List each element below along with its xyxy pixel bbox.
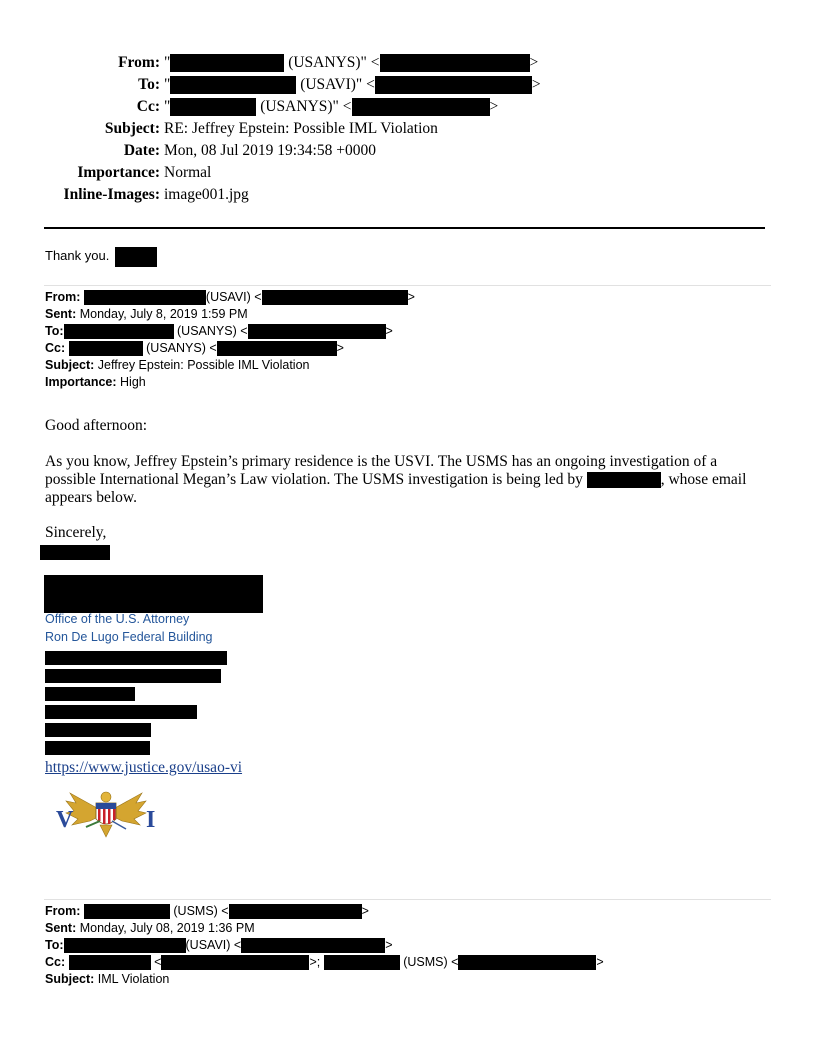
msg1-from-row xyxy=(45,289,415,306)
msg2-sent-row xyxy=(45,920,604,937)
angle-close: > xyxy=(531,76,541,93)
msg1-header xyxy=(45,289,415,391)
redaction xyxy=(458,955,596,970)
redaction xyxy=(587,472,661,488)
msg2-header xyxy=(45,903,604,988)
redaction xyxy=(248,324,386,339)
msg2-subject-label: Subject: xyxy=(45,972,95,986)
msg1-subject-value: Jeffrey Epstein: Possible IML Violation xyxy=(97,358,310,372)
header-date-label: Date: xyxy=(123,142,160,159)
msg1-to-label: To: xyxy=(45,324,64,338)
signature-building: Ron De Lugo Federal Building xyxy=(45,630,213,644)
redaction xyxy=(380,54,530,72)
angle-close: > xyxy=(529,54,539,71)
header-to-org: (USAVI)" < xyxy=(300,76,375,93)
redaction xyxy=(161,955,309,970)
header-date-row xyxy=(0,140,541,162)
svg-text:I: I xyxy=(146,807,156,833)
header-importance-label: Importance: xyxy=(77,164,160,181)
angle-close: > xyxy=(489,98,499,115)
redaction xyxy=(352,98,490,116)
msg1-sent-label: Sent: xyxy=(45,307,77,321)
msg1-paragraph xyxy=(45,453,746,507)
msg2-sent-label: Sent: xyxy=(45,921,77,935)
quote-mark: " xyxy=(164,54,171,71)
msg2-from-org: (USMS) < xyxy=(173,904,229,918)
msg1-to-org: (USANYS) < xyxy=(177,324,248,338)
msg1-from-label: From: xyxy=(45,290,81,304)
angle-close: > xyxy=(385,324,393,338)
msg2-cc-row xyxy=(45,954,604,971)
angle-close: > xyxy=(361,904,369,918)
header-from-label: From: xyxy=(118,54,160,71)
angle-close: > xyxy=(336,341,344,355)
header-divider xyxy=(44,227,765,229)
msg1-greeting: Good afternoon: xyxy=(45,417,148,434)
redaction xyxy=(241,938,385,953)
msg1-importance-label: Importance: xyxy=(45,375,117,389)
signature-website-link[interactable]: https://www.justice.gov/usao-vi xyxy=(45,759,243,776)
header-cc-label: Cc: xyxy=(136,98,160,115)
redaction xyxy=(115,247,157,267)
redaction xyxy=(262,290,408,305)
usvi-flag-logo xyxy=(50,783,162,845)
msg1-closing: Sincerely, xyxy=(45,524,107,541)
header-importance-value: Normal xyxy=(164,164,212,181)
header-to-row xyxy=(0,74,541,96)
msg2-cc-org: (USMS) < xyxy=(403,955,459,969)
header-from-org: (USANYS)" < xyxy=(288,54,380,71)
angle-close: > xyxy=(385,938,393,952)
header-subject-value: RE: Jeffrey Epstein: Possible IML Violation xyxy=(164,120,438,137)
email-header xyxy=(0,52,541,206)
msg1-from-org: (USAVI) < xyxy=(205,290,262,304)
redaction xyxy=(229,904,362,919)
msg1-sent-value: Monday, July 8, 2019 1:59 PM xyxy=(79,307,248,321)
msg1-subject-row xyxy=(45,357,415,374)
msg1-importance-value: High xyxy=(120,375,146,389)
redaction xyxy=(64,938,186,953)
msg2-subject-row xyxy=(45,971,604,988)
reply-line xyxy=(45,246,157,267)
signature-address-redaction xyxy=(45,669,221,683)
msg2-from-row xyxy=(45,903,604,920)
redaction xyxy=(69,955,151,970)
header-inline-images-label: Inline-Images: xyxy=(63,186,160,203)
paragraph-text: , whose email xyxy=(660,471,747,488)
header-date-value: Mon, 08 Jul 2019 19:34:58 +0000 xyxy=(164,142,376,159)
quote-mark: " xyxy=(164,76,171,93)
redaction xyxy=(170,54,284,72)
signature-address-redaction xyxy=(45,687,135,701)
signature-title-redaction xyxy=(44,575,263,613)
signature-name-redaction xyxy=(40,545,110,560)
reply-text: Thank you. xyxy=(45,248,110,263)
redaction xyxy=(217,341,337,356)
msg2-to-label: To: xyxy=(45,938,64,952)
header-subject-row xyxy=(0,118,541,140)
signature-address-redaction xyxy=(45,651,227,665)
header-cc-row xyxy=(0,96,541,118)
angle-open: < xyxy=(154,955,162,969)
paragraph-text: possible International Megan’s Law violation. The USMS investigation is being led by xyxy=(45,471,583,488)
header-subject-label: Subject: xyxy=(104,120,160,137)
redaction xyxy=(64,324,174,339)
message-divider xyxy=(44,285,771,286)
cc-separator: >; xyxy=(309,955,321,969)
msg1-to-row xyxy=(45,323,415,340)
redaction xyxy=(84,290,206,305)
signature-office: Office of the U.S. Attorney xyxy=(45,612,190,626)
msg1-cc-row xyxy=(45,340,415,357)
paragraph-line: appears below. xyxy=(45,489,137,506)
msg1-cc-org: (USANYS) < xyxy=(146,341,217,355)
msg2-subject-value: IML Violation xyxy=(97,972,170,986)
header-to-label: To: xyxy=(138,76,160,93)
msg2-to-org: (USAVI) < xyxy=(185,938,242,952)
header-cc-org: (USANYS)" < xyxy=(260,98,352,115)
msg1-importance-row xyxy=(45,374,415,391)
signature-phone-redaction xyxy=(45,705,197,719)
redaction xyxy=(69,341,143,356)
message-divider xyxy=(44,899,771,900)
paragraph-line xyxy=(45,471,746,489)
redaction xyxy=(375,76,532,94)
header-inline-images-value: image001.jpg xyxy=(164,186,249,203)
header-from-row xyxy=(0,52,541,74)
signature-email-redaction xyxy=(45,741,150,755)
svg-text:V: V xyxy=(56,807,74,833)
paragraph-line: As you know, Jeffrey Epstein’s primary residence is the USVI. The USMS has an ongoing investigation of a xyxy=(45,453,718,470)
header-inline-images-row xyxy=(0,184,541,206)
redaction xyxy=(170,98,256,116)
msg1-sent-row xyxy=(45,306,415,323)
angle-close: > xyxy=(596,955,604,969)
redaction xyxy=(84,904,170,919)
eagle-seal-icon xyxy=(50,783,162,845)
quote-mark: " xyxy=(164,98,171,115)
redaction xyxy=(324,955,400,970)
msg2-from-label: From: xyxy=(45,904,81,918)
msg1-cc-label: Cc: xyxy=(45,341,66,355)
redaction xyxy=(170,76,296,94)
signature-phone-redaction xyxy=(45,723,151,737)
msg2-cc-label: Cc: xyxy=(45,955,66,969)
msg2-sent-value: Monday, July 08, 2019 1:36 PM xyxy=(79,921,255,935)
msg1-subject-label: Subject: xyxy=(45,358,95,372)
angle-close: > xyxy=(407,290,415,304)
msg2-to-row xyxy=(45,937,604,954)
header-importance-row xyxy=(0,162,541,184)
